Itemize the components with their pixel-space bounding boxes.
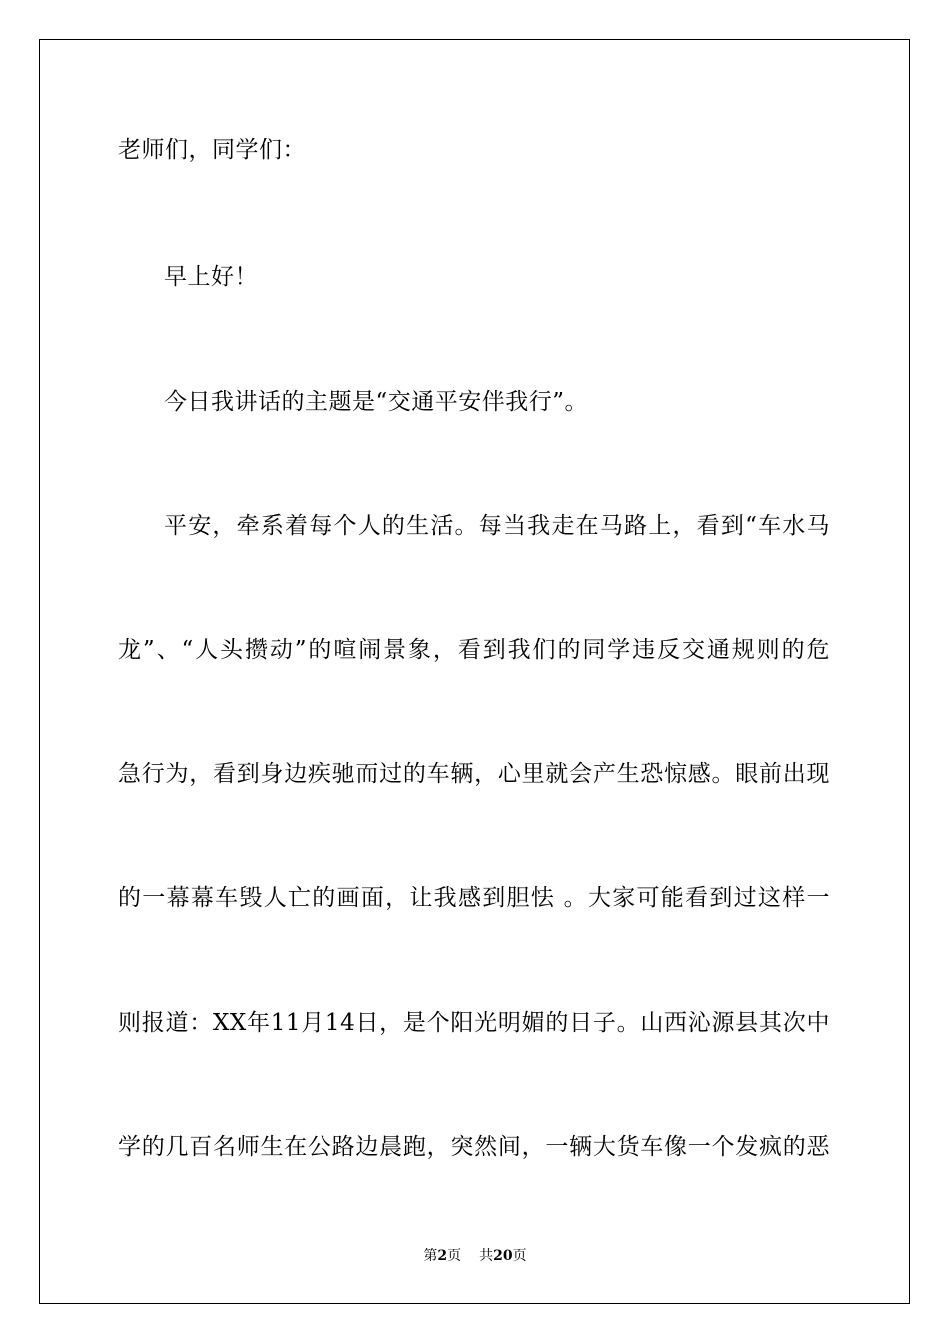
footer-page-suffix: 页	[447, 1248, 462, 1264]
page-footer	[0, 1247, 950, 1265]
total-pages-number: 20	[493, 1248, 513, 1264]
current-page-number: 2	[437, 1248, 448, 1264]
footer-total-prefix: 共	[479, 1248, 494, 1264]
paragraph-line-1: 平安，牵系着每个人的生活。每当我走在马路上，看到“车水马	[164, 513, 830, 539]
footer-total-suffix: 页	[512, 1248, 527, 1264]
footer-prefix: 第	[423, 1248, 438, 1264]
paragraph-line-5: 则报道：XX年11月14日，是个阳光明媚的日子。山西沁源县其次中	[118, 1010, 830, 1036]
salutation-line: 老师们，同学们：	[118, 137, 306, 163]
paragraph-line-4: 的一幕幕车毁人亡的画面，让我感到胆怯 。大家可能看到过这样一	[118, 885, 830, 911]
paragraph-line-3: 急行为，看到身边疾驰而过的车辆，心里就会产生恐惊感。眼前出现	[118, 761, 830, 787]
greeting-line: 早上好！	[164, 264, 258, 290]
topic-line: 今日我讲话的主题是“交通平安伴我行”。	[164, 389, 589, 415]
page-border	[39, 39, 910, 1304]
paragraph-line-6: 学的几百名师生在公路边晨跑，突然间，一辆大货车像一个发疯的恶	[118, 1134, 830, 1160]
paragraph-line-2: 龙”、“人头攒动”的喧闹景象，看到我们的同学违反交通规则的危	[118, 637, 830, 663]
